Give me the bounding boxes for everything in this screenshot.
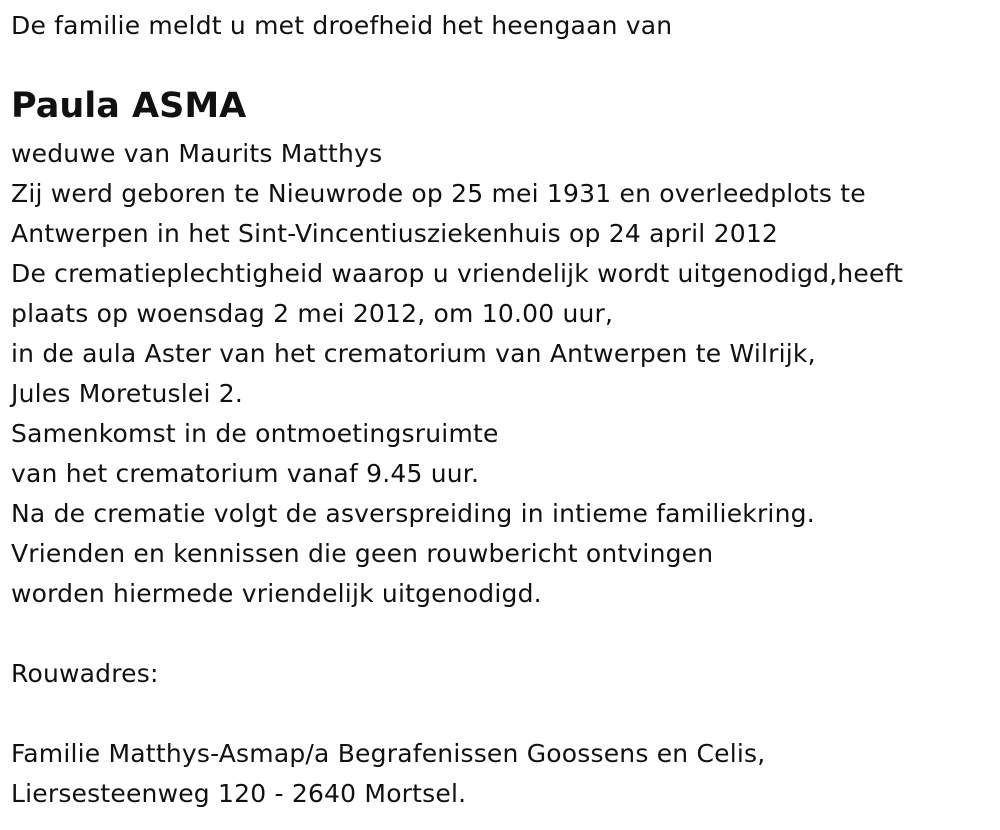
address-line: Liersesteenweg 120 - 2640 Mortsel. [11, 779, 467, 808]
notice-line: weduwe van Maurits Matthys [11, 139, 383, 168]
notice-line: worden hiermede vriendelijk uitgenodigd. [11, 579, 542, 608]
address-block [11, 734, 765, 814]
address-label: Rouwadres: [11, 659, 159, 688]
notice-line: Vrienden en kennissen die geen rouwbericht ontvingen [11, 539, 714, 568]
notice-line: Antwerpen in het Sint-Vincentiusziekenhuis op 24 april 2012 [11, 219, 779, 248]
notice-line: van het crematorium vanaf 9.45 uur. [11, 459, 480, 488]
notice-line: Samenkomst in de ontmoetingsruimte [11, 419, 499, 448]
notice-line: Jules Moretuslei 2. [11, 379, 244, 408]
intro-text: De familie meldt u met droefheid het heengaan van [11, 11, 673, 40]
notice-body [11, 134, 903, 614]
deceased-name: Paula ASMA [11, 86, 247, 126]
notice-line: in de aula Aster van het crematorium van Antwerpen te Wilrijk, [11, 339, 816, 368]
notice-line: plaats op woensdag 2 mei 2012, om 10.00 uur, [11, 299, 614, 328]
address-line: Familie Matthys-Asmap/a Begrafenissen Goossens en Celis, [11, 739, 766, 768]
notice-line: Zij werd geboren te Nieuwrode op 25 mei 1931 en overleedplots te [11, 179, 866, 208]
notice-line: De crematieplechtigheid waarop u vriendelijk wordt uitgenodigd,heeft [11, 259, 904, 288]
notice-line: Na de crematie volgt de asverspreiding in intieme familiekring. [11, 499, 815, 528]
